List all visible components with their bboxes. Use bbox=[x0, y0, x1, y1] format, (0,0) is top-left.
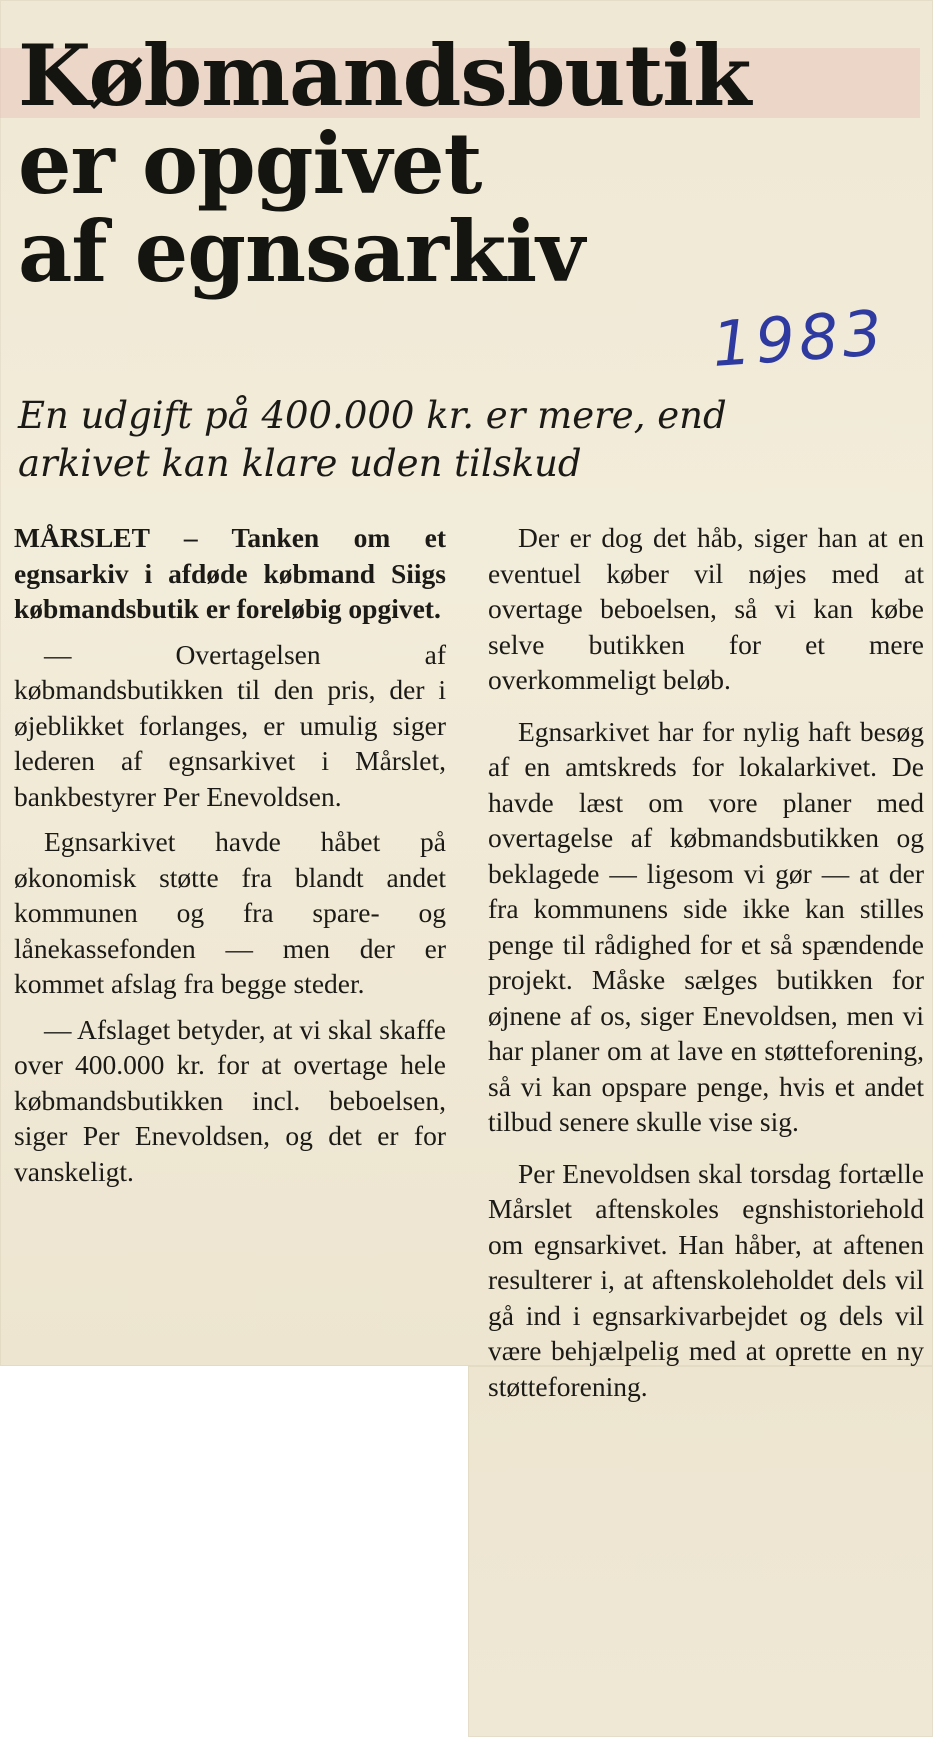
handwritten-year-annotation: 1983 bbox=[709, 296, 889, 381]
headline-line-2: er opgivet bbox=[18, 114, 482, 213]
newspaper-clipping-right-tail bbox=[468, 1366, 933, 1737]
body-paragraph: Egnsarkivet havde håbet på økonomisk støtte fra blandt andet kommunen og fra spare- og lånekassefonden — men der er kommet afslag fra begge steder. bbox=[14, 826, 446, 999]
subheadline-line-2: arkivet kan klare uden tilskud bbox=[18, 442, 582, 485]
article-headline bbox=[18, 26, 751, 301]
body-paragraph: — Overtagelsen af købmandsbutikken til den pris, der i øjeblikket forlanges, er umulig siger lederen af egnsarkivet i Mårslet, bankbestyrer Per Enevoldsen. bbox=[14, 638, 446, 812]
article-column-left bbox=[14, 520, 446, 1199]
subheadline-line-1: En udgift på 400.000 kr. er mere, end bbox=[18, 394, 727, 437]
article-column-right bbox=[488, 520, 924, 1414]
body-paragraph: — Afslaget betyder, at vi skal skaffe over 400.000 kr. for at overtage hele købmandsbutikken incl. beboelsen, siger Per Enevoldsen, og det er for vanskeligt. bbox=[14, 1013, 446, 1187]
headline-line-1: Købmandsbutik bbox=[18, 26, 751, 125]
body-paragraph: Der er dog det håb, siger han at en eventuel køber vil nøjes med at overtage beboelsen, så vi kan købe selve butikken for et mere overkommeligt beløb. bbox=[488, 522, 924, 695]
lead-paragraph: MÅRSLET – Tanken om et egnsarkiv i afdøde købmand Siigs købmandsbutik er foreløbig opgivet. bbox=[14, 522, 446, 624]
headline-line-3: af egnsarkiv bbox=[18, 202, 584, 301]
body-paragraph: Egnsarkivet har for nylig haft besøg af en amtskreds for lokalarkivet. De havde læst om vore planer med overtagelse af købmandsbutikken og beklagede — ligesom vi gør — at der fra kommunens side ikke kan stilles penge til rådighed for et så spændende projekt. Måske sælges butikken for øjnene af os, siger Enevoldsen, men vi har planer om at lave en støtteforening, så vi kan opspare penge, hvis et andet tilbud senere skulle vise sig. bbox=[488, 715, 924, 1137]
body-paragraph: Per Enevoldsen skal torsdag fortælle Mårslet aftenskoles egnshistoriehold om egnsarkivet. Han håber, at aftenen resulterer i, at aftenskoleholdet dels vil gå ind i egnsarkivarbejdet og dels vil være behjælpelig med at oprette en ny støtteforening. bbox=[488, 1157, 924, 1402]
article-subheadline bbox=[18, 392, 918, 488]
